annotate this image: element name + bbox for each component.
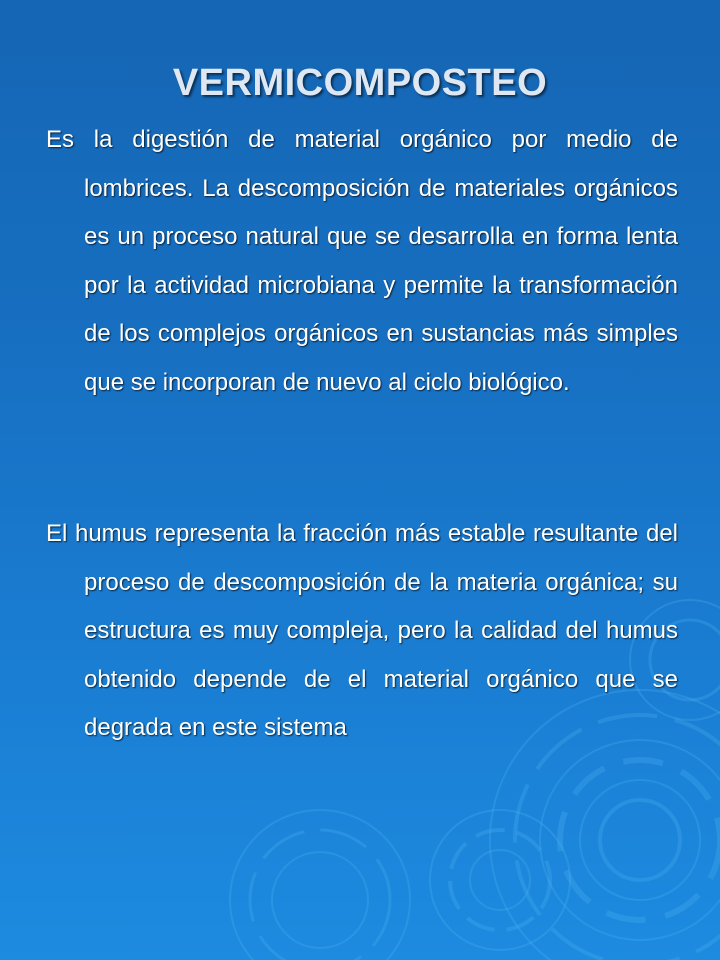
paragraph-1 xyxy=(46,116,678,407)
paragraph-1-text: Es la digestión de material orgánico por medio de lombrices. La descomposición de materiales orgánicos es un proceso natural que se desarrolla en forma lenta por la actividad microbiana y permite la transformación de los complejos orgánicos en sustancias más simples que se incorporan de nuevo al ciclo biológico. xyxy=(46,126,678,396)
paragraph-2 xyxy=(46,510,678,753)
paragraph-2-text: El humus representa la fracción más estable resultante del proceso de descomposición de la materia orgánica; su estructura es muy compleja, pero la calidad del humus obtenido depende de el material orgánico que se degrada en este sistema xyxy=(46,520,678,741)
slide-title: VERMICOMPOSTEO xyxy=(172,62,548,104)
